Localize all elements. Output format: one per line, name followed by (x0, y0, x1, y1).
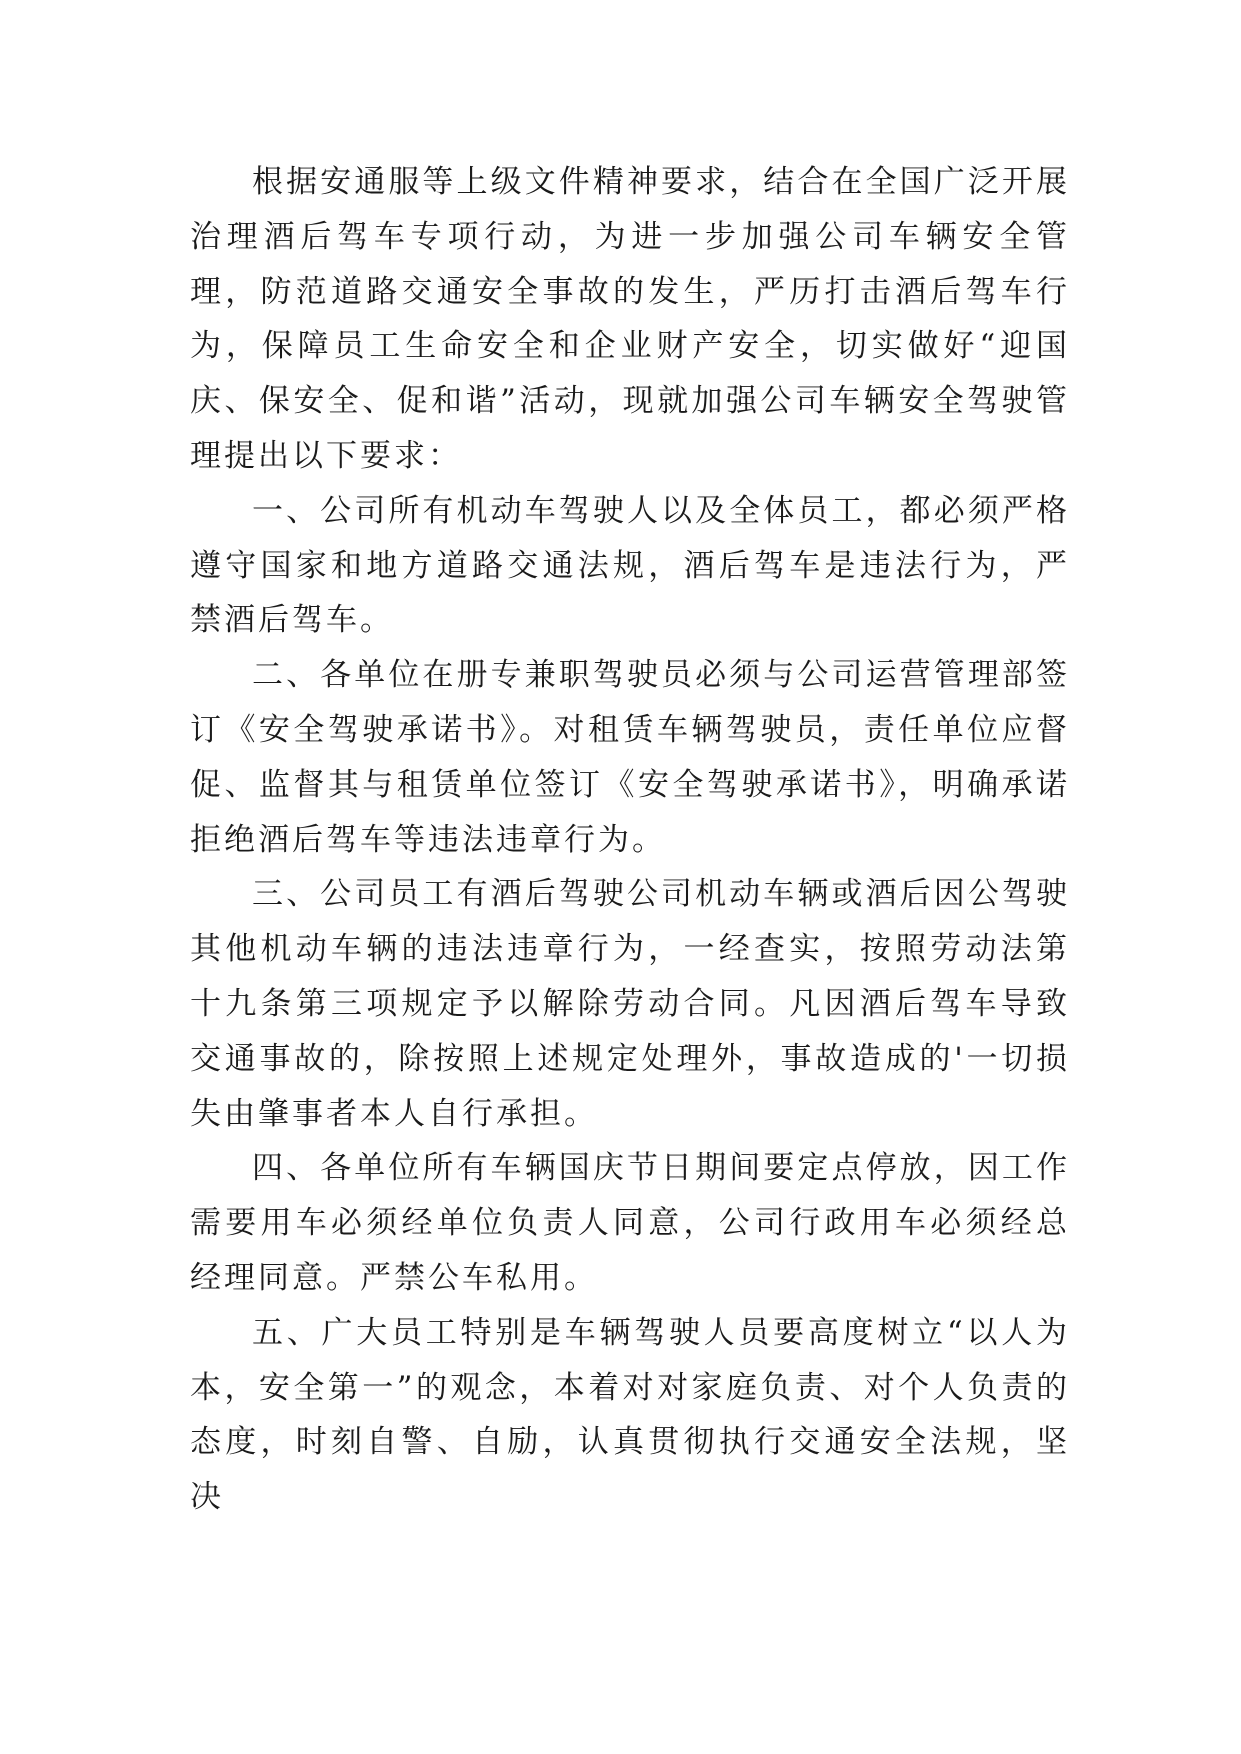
document-body (190, 155, 1070, 1525)
paragraph-item-2: 二、各单位在册专兼职驾驶员必须与公司运营管理部签订《安全驾驶承诺书》。对租赁车辆驾驶员，责任单位应督促、监督其与租赁单位签订《安全驾驶承诺书》，明确承诺拒绝酒后驾车等违法违章行为。 (190, 657, 1070, 858)
paragraph-item-1: 一、公司所有机动车驾驶人以及全体员工，都必须严格遵守国家和地方道路交通法规，酒后驾车是违法行为，严禁酒后驾车。 (190, 492, 1070, 639)
paragraph-item-5: 五、广大员工特别是车辆驾驶人员要高度树立“以人为本，安全第一”的观念，本着对对家庭负责、对个人负责的态度，时刻自警、自励，认真贯彻执行交通安全法规，坚决 (190, 1314, 1070, 1516)
paragraph-item-3: 三、公司员工有酒后驾驶公司机动车辆或酒后因公驾驶其他机动车辆的违法违章行为，一经查实，按照劳动法第十九条第三项规定予以解除劳动合同。凡因酒后驾车导致交通事故的，除按照上述规定处理外，事故造成的'一切损失由肇事者本人自行承担。 (190, 876, 1070, 1132)
paragraph-intro: 根据安通服等上级文件精神要求，结合在全国广泛开展治理酒后驾车专项行动，为进一步加强公司车辆安全管理，防范道路交通安全事故的发生，严历打击酒后驾车行为，保障员工生命安全和企业财产安全，切实做好“迎国庆、保安全、促和谐”活动，现就加强公司车辆安全驾驶管理提出以下要求： (190, 164, 1070, 474)
paragraph-item-4: 四、各单位所有车辆国庆节日期间要定点停放，因工作需要用车必须经单位负责人同意，公司行政用车必须经总经理同意。严禁公车私用。 (190, 1150, 1070, 1296)
